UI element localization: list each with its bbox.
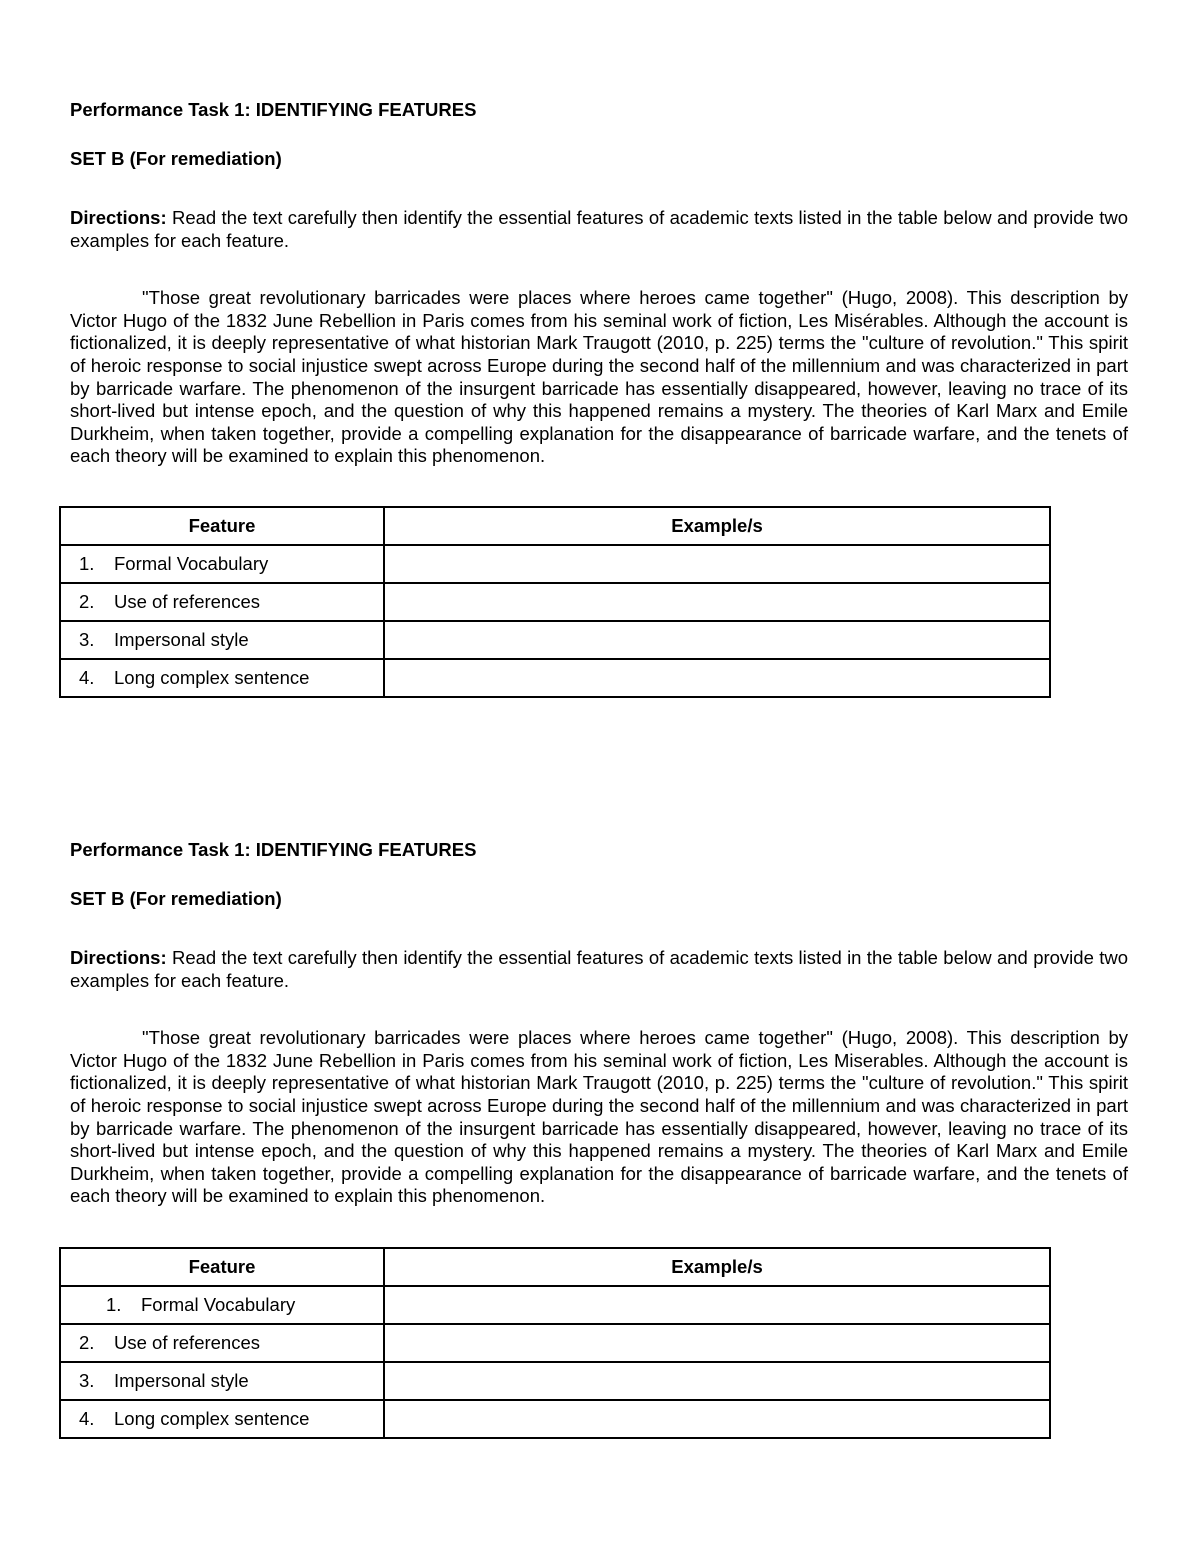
feature-cell (60, 1286, 384, 1324)
feature-table (59, 506, 1051, 698)
task-title: Performance Task 1: IDENTIFYING FEATURES (70, 839, 477, 860)
feature-label: Use of references (114, 590, 261, 612)
feature-label: Long complex sentence (114, 1407, 310, 1429)
task-section-1 (70, 99, 1128, 688)
feature-cell (60, 1324, 384, 1362)
directions (70, 947, 1128, 992)
feature-cell (60, 1400, 384, 1438)
reading-passage: "Those great revolutionary barricades were places where heroes came together" (Hugo, 2008). This description by Victor Hugo of the 1832 June Rebellion in Paris comes from his seminal work of fiction, Les Misérables. Although the account is fictionalized, it is deeply representative of what historian Mark Traugott (2010, p. 225) terms the "culture of revolution." This spirit of heroic response to social injustice swept across Europe during the second half of the millennium and was characterized in part by barricade warfare. The phenomenon of the insurgent barricade has essentially disappeared, however, leaving no trace of its short-lived but intense epoch, and the question of why this happened remains a mystery. The theories of Karl Marx and Emile Durkheim, when taken together, provide a compelling explanation for the disappearance of barricade warfare, and the tenets of each theory will be examined to explain this phenomenon. (70, 287, 1128, 467)
feature-label: Impersonal style (114, 628, 249, 650)
row-number: 1. (79, 552, 95, 574)
header-examples: Example/s (384, 1248, 1050, 1286)
header-feature: Feature (60, 1248, 384, 1286)
table-header-row (60, 1248, 1050, 1286)
directions-text: Read the text carefully then identify the essential features of academic texts listed in the table below and provide two examples for each feature. (70, 207, 1128, 251)
feature-cell (60, 621, 384, 659)
feature-label: Long complex sentence (114, 666, 310, 688)
row-number: 3. (79, 1369, 95, 1391)
table-row (60, 583, 1050, 621)
feature-cell (60, 545, 384, 583)
table-row (60, 1362, 1050, 1400)
table-row (60, 1400, 1050, 1438)
table-row (60, 545, 1050, 583)
row-number: 4. (79, 1407, 95, 1429)
table-row (60, 1286, 1050, 1324)
feature-table (59, 1247, 1051, 1439)
directions-label: Directions: (70, 947, 167, 968)
feature-cell (60, 659, 384, 697)
example-cell[interactable] (384, 1324, 1050, 1362)
table-row (60, 659, 1050, 697)
example-cell[interactable] (384, 659, 1050, 697)
example-cell[interactable] (384, 621, 1050, 659)
reading-passage: "Those great revolutionary barricades were places where heroes came together" (Hugo, 2008). This description by Victor Hugo of the 1832 June Rebellion in Paris comes from his seminal work of fiction, Les Miserables. Although the account is fictionalized, it is deeply representative of what historian Mark Traugott (2010, p. 225) terms the "culture of revolution." This spirit of heroic response to social injustice swept across Europe during the second half of the millennium and was characterized in part by barricade warfare. The phenomenon of the insurgent barricade has essentially disappeared, however, leaving no trace of its short-lived but intense epoch, and the question of why this happened remains a mystery. The theories of Karl Marx and Emile Durkheim, when taken together, provide a compelling explanation for the disappearance of barricade warfare, and the tenets of each theory will be examined to explain this phenomenon. (70, 1027, 1128, 1207)
header-feature: Feature (60, 507, 384, 545)
example-cell[interactable] (384, 1286, 1050, 1324)
row-number: 2. (79, 1331, 95, 1353)
example-cell[interactable] (384, 545, 1050, 583)
example-cell[interactable] (384, 583, 1050, 621)
task-title: Performance Task 1: IDENTIFYING FEATURES (70, 99, 477, 120)
feature-label: Impersonal style (114, 1369, 249, 1391)
row-number: 2. (79, 590, 95, 612)
feature-cell (60, 583, 384, 621)
row-number: 1. (106, 1293, 122, 1315)
directions-text: Read the text carefully then identify the essential features of academic texts listed in the table below and provide two examples for each feature. (70, 947, 1128, 991)
feature-label: Formal Vocabulary (141, 1293, 296, 1315)
feature-cell (60, 1362, 384, 1400)
row-number: 4. (79, 666, 95, 688)
directions (70, 207, 1128, 252)
feature-label: Formal Vocabulary (114, 552, 269, 574)
set-label: SET B (For remediation) (70, 888, 282, 909)
table-row (60, 621, 1050, 659)
header-examples: Example/s (384, 507, 1050, 545)
table-header-row (60, 507, 1050, 545)
directions-label: Directions: (70, 207, 167, 228)
feature-label: Use of references (114, 1331, 261, 1353)
table-row (60, 1324, 1050, 1362)
set-label: SET B (For remediation) (70, 148, 282, 169)
task-section-2 (70, 839, 1128, 1429)
example-cell[interactable] (384, 1362, 1050, 1400)
row-number: 3. (79, 628, 95, 650)
example-cell[interactable] (384, 1400, 1050, 1438)
